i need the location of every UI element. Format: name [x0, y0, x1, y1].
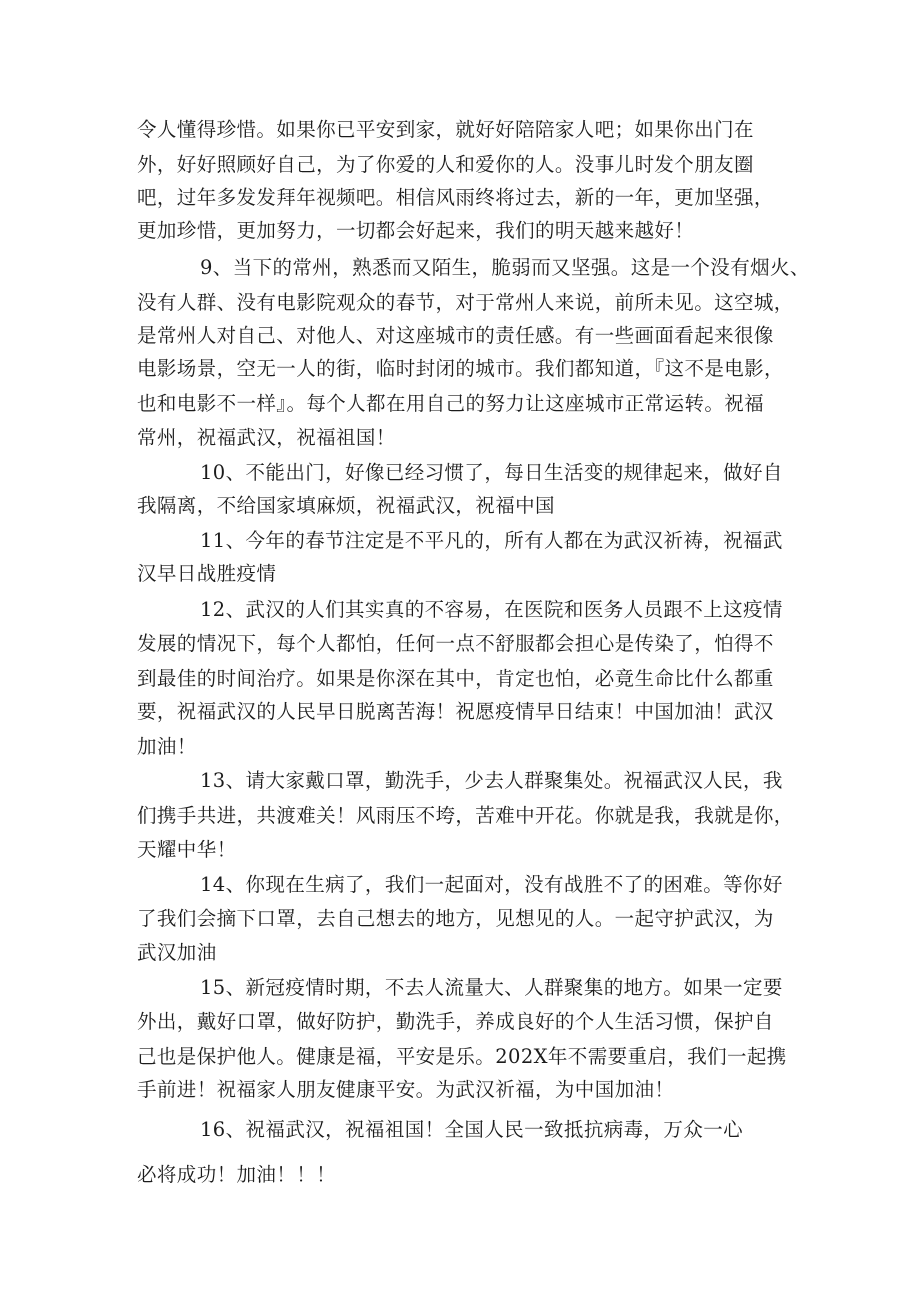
paragraph-line: 必将成功！加油！！！	[137, 1163, 337, 1186]
paragraph-line: 外出，戴好口罩，做好防护，勤洗手，养成良好的个人生活习惯，保护自	[137, 1010, 774, 1033]
paragraph-line: 发展的情况下，每个人都怕，任何一点不舒服都会担心是传染了，怕得不	[137, 632, 774, 655]
paragraph-line: 了我们会摘下口罩，去自己想去的地方，见想见的人。一起守护武汉，为	[137, 907, 774, 930]
paragraph-11-line: 11、今年的春节注定是不平凡的，所有人都在为武汉祈祷，祝福武	[200, 529, 783, 552]
paragraph-line: 武汉加油	[137, 941, 217, 964]
paragraph-line: 没有人群、没有电影院观众的春节，对于常州人来说，前所未见。这空城，	[137, 291, 794, 314]
paragraph-12-line: 12、武汉的人们其实真的不容易，在医院和医务人员跟不上这疫情	[200, 598, 783, 621]
paragraph-16-line: 16、祝福武汉，祝福祖国！全国人民一致抵抗病毒，万众一心	[200, 1118, 744, 1141]
paragraph-line: 加油！	[137, 735, 197, 758]
paragraph-13-line: 13、请大家戴口罩，勤洗手，少去人群聚集处。祝福武汉人民，我	[200, 769, 783, 792]
paragraph-line: 外，好好照顾好自己，为了你爱的人和爱你的人。没事儿时发个朋友圈	[137, 153, 754, 176]
paragraph-line: 电影场景，空无一人的街，临时封闭的城市。我们都知道，『这不是电影，	[137, 357, 784, 380]
paragraph-10-line: 10、不能出门，好像已经习惯了，每日生活变的规律起来，做好自	[200, 461, 783, 484]
paragraph-line: 到最佳的时间治疗。如果是你深在其中，肯定也怕，必竟生命比什么都重	[137, 667, 774, 690]
paragraph-line: 是常州人对自己、对他人、对这座城市的责任感。有一些画面看起来很像	[137, 324, 774, 347]
paragraph-line: 更加珍惜，更加努力，一切都会好起来，我们的明天越来越好！	[137, 219, 695, 242]
paragraph-line: 令人懂得珍惜。如果你已平安到家，就好好陪陪家人吧；如果你出门在	[137, 118, 754, 141]
paragraph-line: 们携手共进，共渡难关！风雨压不垮，苦难中开花。你就是我，我就是你，	[137, 804, 794, 827]
paragraph-line: 天耀中华！	[137, 838, 237, 861]
paragraph-line: 手前进！祝福家人朋友健康平安。为武汉祈福，为中国加油！	[137, 1078, 675, 1101]
paragraph-9-line: 9、当下的常州，熟悉而又陌生，脆弱而又坚强。这是一个没有烟火、	[200, 256, 810, 279]
paragraph-line: 常州，祝福武汉，祝福祖国！	[137, 426, 396, 449]
paragraph-14-line: 14、你现在生病了，我们一起面对，没有战胜不了的困难。等你好	[200, 873, 783, 896]
paragraph-15-line: 15、新冠疫情时期，不去人流量大、人群聚集的地方。如果一定要	[200, 976, 783, 999]
paragraph-line: 也和电影不一样』。每个人都在用自己的努力让这座城市正常运转。祝福	[137, 392, 765, 415]
paragraph-line: 己也是保护他人。健康是福，平安是乐。202X年不需要重启，我们一起携	[137, 1045, 787, 1068]
paragraph-line: 吧，过年多发发拜年视频吧。相信风雨终将过去，新的一年，更加坚强，	[137, 186, 774, 209]
paragraph-line: 要，祝福武汉的人民早日脱离苦海！祝愿疫情早日结束！中国加油！武汉	[137, 700, 774, 723]
paragraph-line: 我隔离，不给国家填麻烦，祝福武汉，祝福中国	[137, 494, 555, 517]
paragraph-line: 汉早日战胜疫情	[137, 562, 277, 585]
